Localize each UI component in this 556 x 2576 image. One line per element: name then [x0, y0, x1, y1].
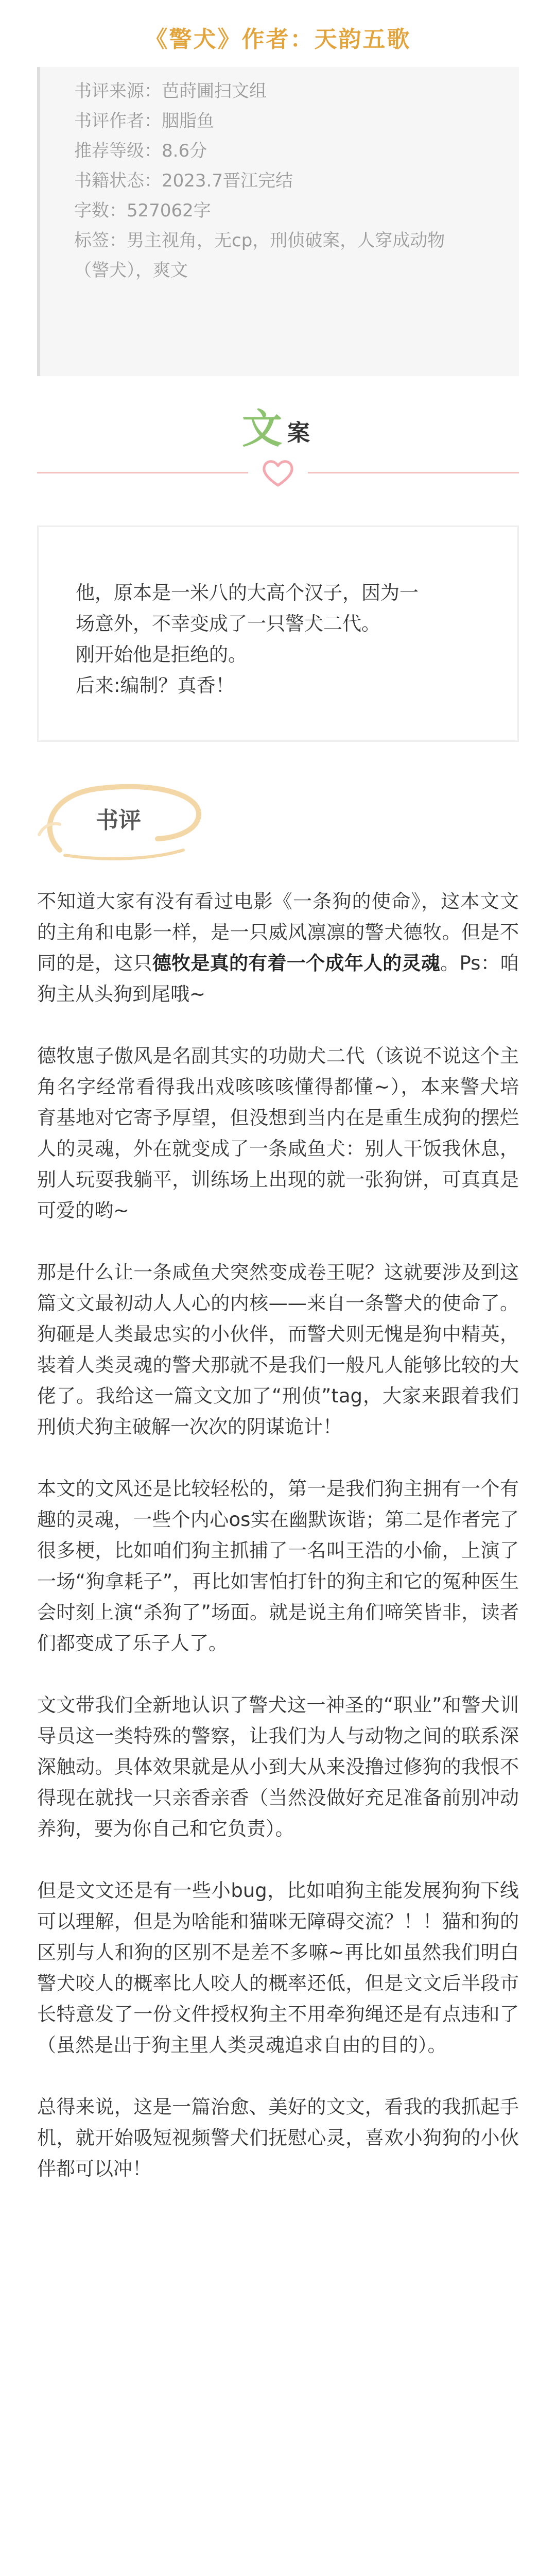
wenan-line: 场意外，不幸变成了一只警犬二代。: [76, 613, 380, 635]
review-body: [37, 886, 519, 2215]
review-paragraph: 但是文文还是有一些小bug，比如咱狗主能发展狗狗下线可以理解，但是为啥能和猫咪无障碍交流？！！猫和狗的区别与人和狗的区别不是差不多嘛~再比如虽然我们明白警犬咬人的概率比人咬人的概率还低，但是文文后半段市长特意发了一份文件授权狗主不用牵狗绳还是有点违和了（虽然是出于狗主里人类灵魂追求自由的目的）。: [37, 1879, 519, 2056]
info-row-rating: 推荐等级：8.6分: [74, 141, 207, 161]
info-row-source: 书评来源：芭莳圃扫文组: [74, 81, 267, 101]
heart-icon: [260, 457, 296, 488]
review-paragraph: 文文带我们全新地认识了警犬这一神圣的“职业”和警犬训导员这一类特殊的警察，让我们为人与动物之间的联系深深触动。具体效果就是从小到大从来没撸过修狗的我恨不得现在就找一只亲香亲香（当然没做好充足准备前别冲动养狗，要为你自己和它负责）。: [37, 1694, 519, 1840]
wenan-small-char: 案: [287, 420, 310, 446]
wenan-line: 他，原本是一米八的大高个汉子，因为一: [76, 582, 419, 604]
review-paragraph: 德牧崽子傲风是名副其实的功勋犬二代（该说不说这个主角名字经常看得我出戏咳咳咳懂得都懂~），本来警犬培育基地对它寄予厚望，但没想到当内在是重生成狗的摆烂人的灵魂，外在就变成了一条咸鱼犬：别人干饭我休息，别人玩耍我躺平，训练场上出现的就一张狗饼，可真真是可爱的哟~: [37, 1045, 519, 1222]
review-emphasis: 德牧是真的有着一个成年人的灵魂: [152, 952, 441, 974]
info-row-tags-cont: （警犬），爽文: [74, 260, 188, 281]
info-row-wordcount: 字数：527062字: [74, 200, 211, 221]
review-paragraph: 总得来说，这是一篇治愈、美好的文文，看我的我抓起手机，就开始吸短视频警犬们抚慰心灵，喜欢小狗狗的小伙伴都可以冲！: [37, 2096, 519, 2180]
book-info-box: [37, 67, 519, 376]
wenan-header: [0, 397, 556, 505]
wenan-line: 后来:编制？真香！: [76, 674, 235, 697]
info-row-author: 书评作者：胭脂鱼: [74, 111, 214, 131]
info-row-tags: 标签：男主视角，无cp，刑侦破案，人穿成动物: [74, 230, 445, 251]
wenan-big-char: 文: [242, 406, 283, 452]
shuping-header: [29, 773, 245, 876]
info-left-bar: [37, 67, 40, 376]
shuping-label: 书评: [96, 807, 141, 834]
divider-left: [37, 472, 248, 473]
wenan-line: 刚开始他是拒绝的。: [76, 643, 247, 666]
review-paragraph: 不知道大家有没有看过电影《一条狗的使命》，这本文文的主角和电影一样，是一只威风凛凛的警犬德牧。但是不同的是，这只德牧是真的有着一个成年人的灵魂。Ps：咱狗主从头狗到尾哦~: [37, 890, 519, 1005]
review-paragraph: 本文的文风还是比较轻松的，第一是我们狗主拥有一个有趣的灵魂，一些个内心os实在幽默诙谐；第二是作者完了很多梗，比如咱们狗主抓捕了一名叫王浩的小偷，上演了一场“狗拿耗子”，再比如害怕打针的狗主和它的冤种医生会时刻上演“杀狗了”场面。就是说主角们啼笑皆非，读者们都变成了乐子人了。: [37, 1478, 519, 1654]
divider-right: [308, 472, 519, 473]
wenan-box: [37, 526, 519, 742]
review-paragraph: 那是什么让一条咸鱼犬突然变成卷王呢？这就要涉及到这篇文文最初动人人心的内核——来自一条警犬的使命了。狗砸是人类最忠实的小伙伴，而警犬则无愧是狗中精英，装着人类灵魂的警犬那就不是我们一般凡人能够比较的大佬了。我给这一篇文文加了“刑侦”tag，大家来跟着我们刑侦犬狗主破解一次次的阴谋诡计！: [37, 1261, 519, 1438]
info-row-status: 书籍状态：2023.7晋江完结: [74, 171, 293, 191]
page-title: 《警犬》作者：天韵五歌: [145, 26, 411, 53]
